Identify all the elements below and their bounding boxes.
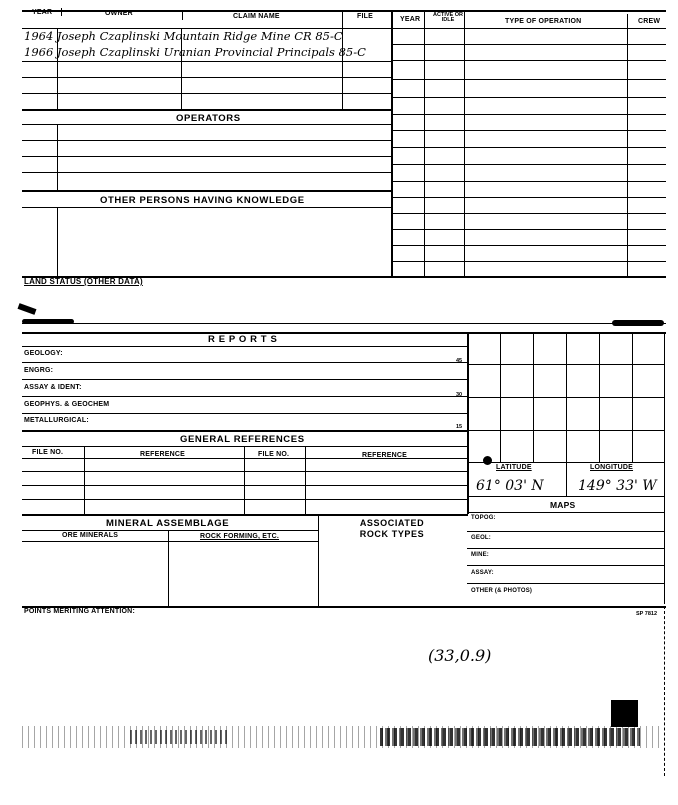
longitude-value: 149° 33' W — [578, 478, 657, 494]
report-metallurgical: METALLURGICAL: — [24, 417, 89, 424]
handwritten-note: (33,0.9) — [428, 646, 492, 665]
divider — [61, 8, 62, 16]
row-line — [22, 458, 468, 459]
header-claim-name: CLAIM NAME — [233, 13, 280, 20]
divider — [84, 446, 85, 514]
land-status-title: LAND STATUS (OTHER DATA) — [24, 277, 143, 286]
mineral-assemblage-title: MINERAL ASSEMBLAGE — [106, 518, 230, 529]
ref-reference: REFERENCE — [140, 451, 185, 458]
row-line — [22, 93, 391, 94]
row-line — [467, 512, 664, 513]
longitude-label: LONGITUDE — [590, 464, 634, 471]
row-line — [391, 197, 666, 198]
row-line — [22, 446, 468, 447]
row-line — [391, 97, 666, 98]
report-engrg: ENGRG: — [24, 367, 54, 374]
right-margin — [664, 606, 665, 776]
row-line — [22, 430, 468, 432]
divider — [57, 207, 58, 276]
rock-forming-label: ROCK FORMING, ETC. — [200, 533, 280, 540]
row-line — [22, 207, 391, 208]
header-year: YEAR — [32, 9, 53, 16]
row-line — [22, 77, 391, 78]
maps-mine: MINE: — [471, 552, 489, 558]
grid-line — [467, 430, 664, 431]
row-line — [22, 140, 391, 141]
row-line — [467, 548, 664, 549]
row-line — [391, 60, 666, 61]
divider — [424, 12, 425, 276]
smudge-right — [612, 320, 664, 326]
general-references-title: GENERAL REFERENCES — [180, 434, 305, 445]
associated-rock-types-title: ASSOCIATED ROCK TYPES — [359, 518, 425, 539]
entry-1964: 1964 Joseph Czaplinski Mountain Ridge Mine CR 85-C — [24, 29, 343, 43]
row-line — [22, 156, 391, 157]
divider — [318, 514, 319, 606]
header-file: FILE — [357, 13, 373, 20]
report-num-15: 15 — [456, 424, 463, 430]
row-line — [22, 379, 468, 380]
divider — [244, 446, 245, 514]
divider — [57, 124, 58, 190]
row-line — [22, 109, 391, 111]
divider — [464, 12, 465, 276]
row-line — [391, 261, 666, 262]
form-number: SP 7812 — [636, 611, 658, 617]
header-year2: YEAR — [400, 16, 421, 23]
row-line — [391, 114, 666, 115]
report-num-30: 30 — [456, 392, 463, 398]
latitude-value: 61° 03' N — [476, 478, 544, 494]
row-line — [22, 323, 666, 324]
row-line — [22, 172, 391, 173]
report-assay: ASSAY & IDENT: — [24, 384, 82, 391]
reports-title: R E P O R T S — [208, 334, 278, 345]
divider — [168, 530, 169, 606]
divider — [627, 14, 628, 276]
divider — [181, 28, 182, 109]
row-line — [467, 531, 664, 532]
latitude-label: LATITUDE — [496, 464, 532, 471]
row-line — [22, 124, 391, 125]
grid-line — [467, 364, 664, 365]
ore-minerals-label: ORE MINERALS — [62, 532, 119, 539]
row-line — [391, 130, 666, 131]
smudge-left — [18, 303, 37, 315]
other-persons-title: OTHER PERSONS HAVING KNOWLEDGE — [100, 195, 305, 206]
points-meriting-attention: POINTS MERITING ATTENTION: — [24, 608, 135, 615]
maps-title: MAPS — [550, 500, 576, 510]
row-line — [467, 496, 664, 497]
grid-line — [467, 397, 664, 398]
divider — [391, 12, 393, 276]
row-line — [391, 147, 666, 148]
row-line — [22, 471, 468, 472]
row-line — [391, 245, 666, 246]
divider — [182, 10, 183, 20]
divider — [342, 28, 343, 109]
row-line — [22, 332, 666, 334]
grid-border — [664, 332, 665, 604]
row-line — [467, 565, 664, 566]
ref-file-no: FILE NO. — [32, 449, 64, 456]
divider — [566, 462, 567, 496]
row-line — [391, 181, 666, 182]
location-dot — [483, 456, 492, 465]
row-line — [467, 583, 664, 584]
operators-title: OPERATORS — [176, 113, 241, 124]
maps-topog: TOPOG: — [471, 515, 496, 521]
row-line — [22, 514, 468, 516]
row-line — [391, 229, 666, 230]
row-line — [22, 499, 468, 500]
report-geophys: GEOPHYS. & GEOCHEM — [24, 401, 110, 408]
entry-1966: 1966 Joseph Czaplinski Uranian Provincial Principals 85-C — [24, 45, 366, 59]
row-line — [22, 396, 468, 397]
row-line — [22, 346, 468, 347]
black-square — [611, 700, 638, 727]
row-line — [391, 213, 666, 214]
row-line — [391, 164, 666, 165]
row-line — [22, 362, 468, 363]
row-line — [22, 485, 468, 486]
row-line — [22, 190, 391, 192]
row-line — [22, 61, 391, 62]
scan-noise-mid — [130, 730, 230, 744]
maps-other: OTHER (& PHOTOS) — [471, 588, 533, 594]
row-line — [22, 541, 318, 542]
maps-geol: GEOL: — [471, 535, 491, 541]
ref-file-no2: FILE NO. — [258, 451, 290, 458]
scan-noise-dark — [380, 728, 640, 746]
row-line — [22, 413, 468, 414]
header-crew: CREW — [638, 18, 661, 25]
divider — [467, 332, 469, 514]
ref-reference2: REFERENCE — [362, 452, 407, 459]
row-line — [391, 79, 666, 80]
header-owner: OWNER — [105, 10, 133, 17]
divider — [305, 446, 306, 514]
divider — [57, 28, 58, 109]
header-type-of-operation: TYPE OF OPERATION — [505, 18, 582, 25]
row-line — [22, 530, 318, 531]
report-geology: GEOLOGY: — [24, 350, 63, 357]
row-line — [391, 44, 666, 45]
maps-assay: ASSAY: — [471, 570, 494, 576]
header-active-idle: ACTIVE OR IDLE — [433, 12, 463, 23]
report-num-45: 45 — [456, 358, 463, 364]
